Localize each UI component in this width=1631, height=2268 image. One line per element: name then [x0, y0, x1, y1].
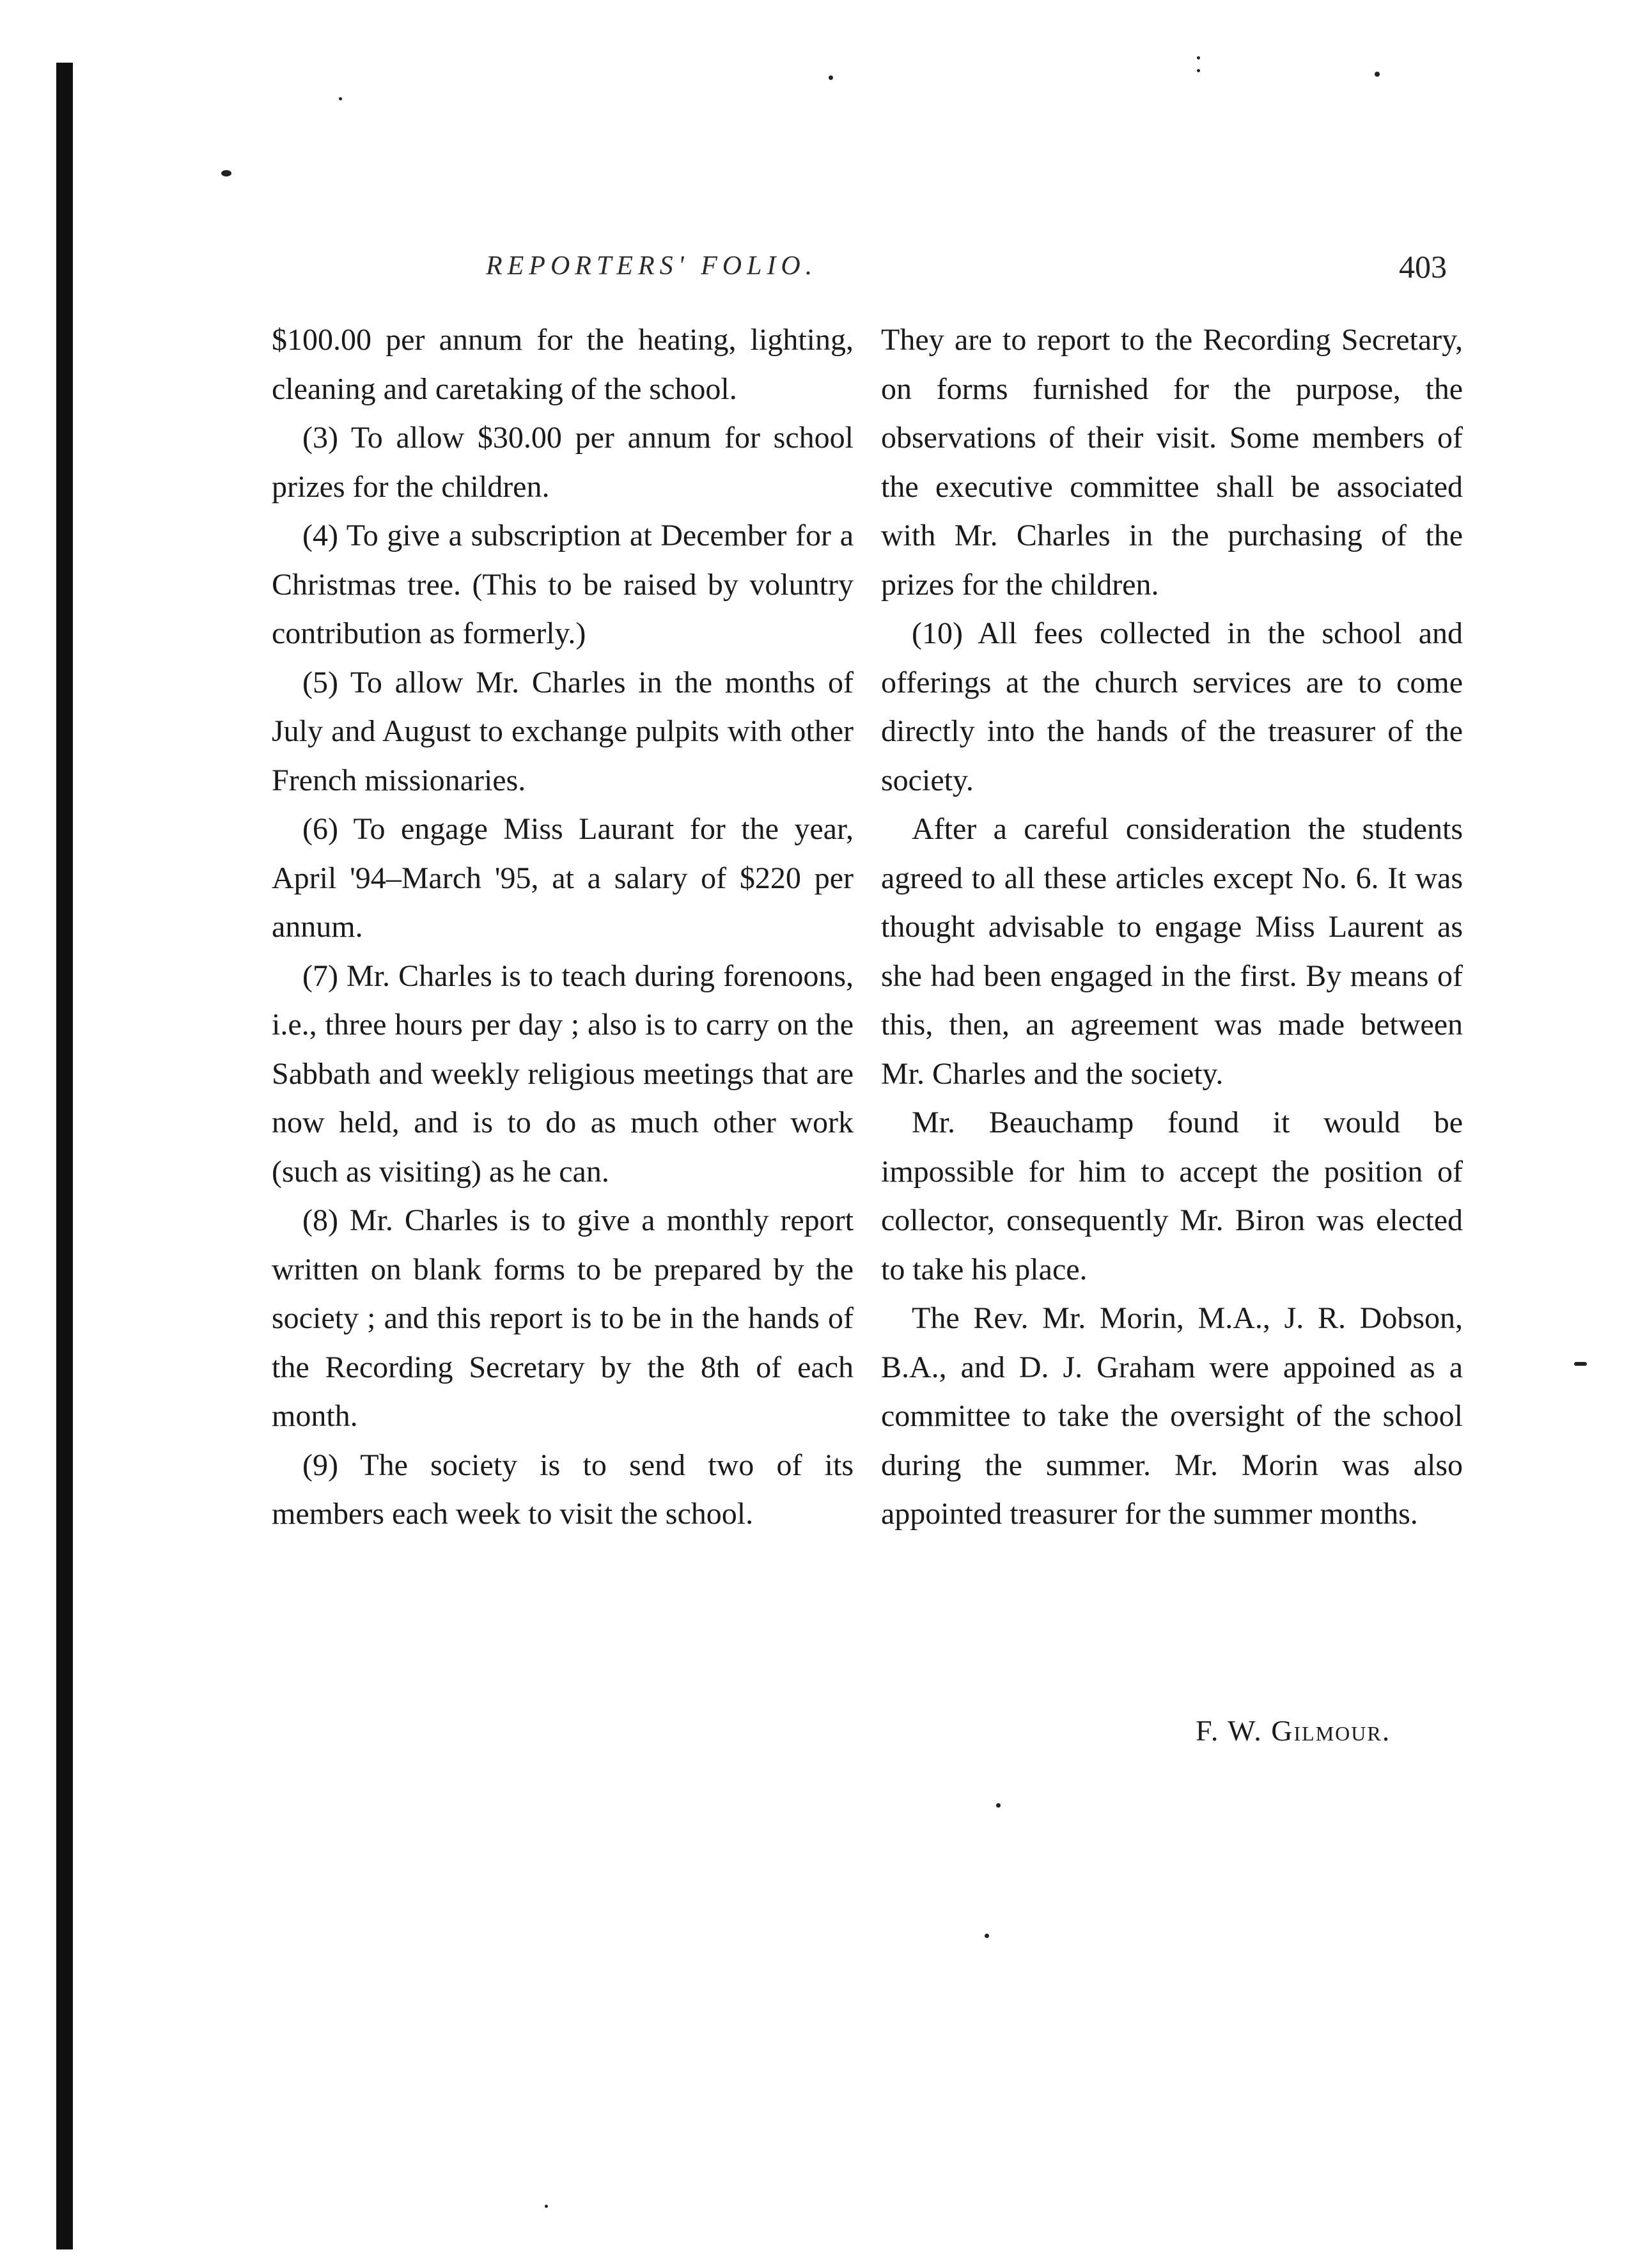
paragraph: After a careful consideration the students agreed to all these articles except No. 6. It was thought advisable to engage Miss Laurent as she had been engaged in the first. By means of this, then, an agreement was made between Mr. Charles and the society.: [881, 812, 1463, 1091]
scan-speck: [221, 170, 231, 176]
page-number: 403: [1399, 249, 1447, 285]
scan-speck: [1197, 56, 1200, 59]
paragraph: Mr. Beauchamp found it would be impossible for him to accept the position of collector, consequently Mr. Biron was elected to take his place.: [881, 1106, 1463, 1287]
author-signature: [1196, 1714, 1391, 1748]
paragraph: They are to report to the Recording Secretary, on forms furnished for the purpose, the observations of their visit. Some members of the executive committee shall be associated with Mr. Charles in the purchasing of the prizes for the children.: [881, 323, 1463, 602]
paragraph: (7) Mr. Charles is to teach during forenoons, i.e., three hours per day ; also is to carry on the Sabbath and weekly religious meetings that are now held, and is to do as much other work (such as visiting) as he can.: [272, 958, 854, 1189]
paragraph: (3) To allow $30.00 per annum for school prizes for the children.: [272, 421, 854, 504]
page-binding-edge: [56, 63, 73, 2249]
paragraph: (10) All fees collected in the school and offerings at the church services are to come directly into the hands of the treasurer of the society.: [881, 616, 1463, 797]
paragraph: $100.00 per annum for the heating, lighting, cleaning and caretaking of the school.: [272, 323, 854, 406]
scan-speck: [545, 2205, 548, 2208]
paragraph: (8) Mr. Charles is to give a monthly report written on blank forms to be prepared by the society ; and this report is to be in the hands of the Recording Secretary by the 8th of each month.: [272, 1203, 854, 1433]
right-text-column: [881, 316, 1463, 1539]
paragraph: (5) To allow Mr. Charles in the months of July and August to exchange pulpits with other French missionaries.: [272, 665, 854, 797]
paragraph: (4) To give a subscription at December for a Christmas tree. (This to be raised by voluntry contribution as formerly.): [272, 519, 854, 650]
paragraph: (9) The society is to send two of its members each week to visit the school.: [272, 1448, 854, 1531]
scan-speck: [996, 1803, 1001, 1808]
paragraph: (6) To engage Miss Laurant for the year, April '94–March '95, at a salary of $220 per annum.: [272, 812, 854, 944]
scan-speck: [1197, 69, 1200, 72]
signature-initials: F. W.: [1196, 1714, 1263, 1747]
paragraph: The Rev. Mr. Morin, M.A., J. R. Dobson, B.A., and D. J. Graham were appoined as a committee to take the oversight of the school during the summer. Mr. Morin was also appointed treasurer for the summer months.: [881, 1301, 1463, 1531]
scan-speck: [339, 97, 342, 100]
signature-surname: Gilmour.: [1271, 1714, 1391, 1747]
running-title: REPORTERS' FOLIO.: [486, 251, 818, 281]
scan-speck: [829, 75, 833, 80]
scan-speck: [1375, 72, 1380, 77]
scan-speck: [1574, 1362, 1587, 1366]
left-text-column: [272, 316, 854, 1539]
scan-speck: [985, 1934, 989, 1938]
